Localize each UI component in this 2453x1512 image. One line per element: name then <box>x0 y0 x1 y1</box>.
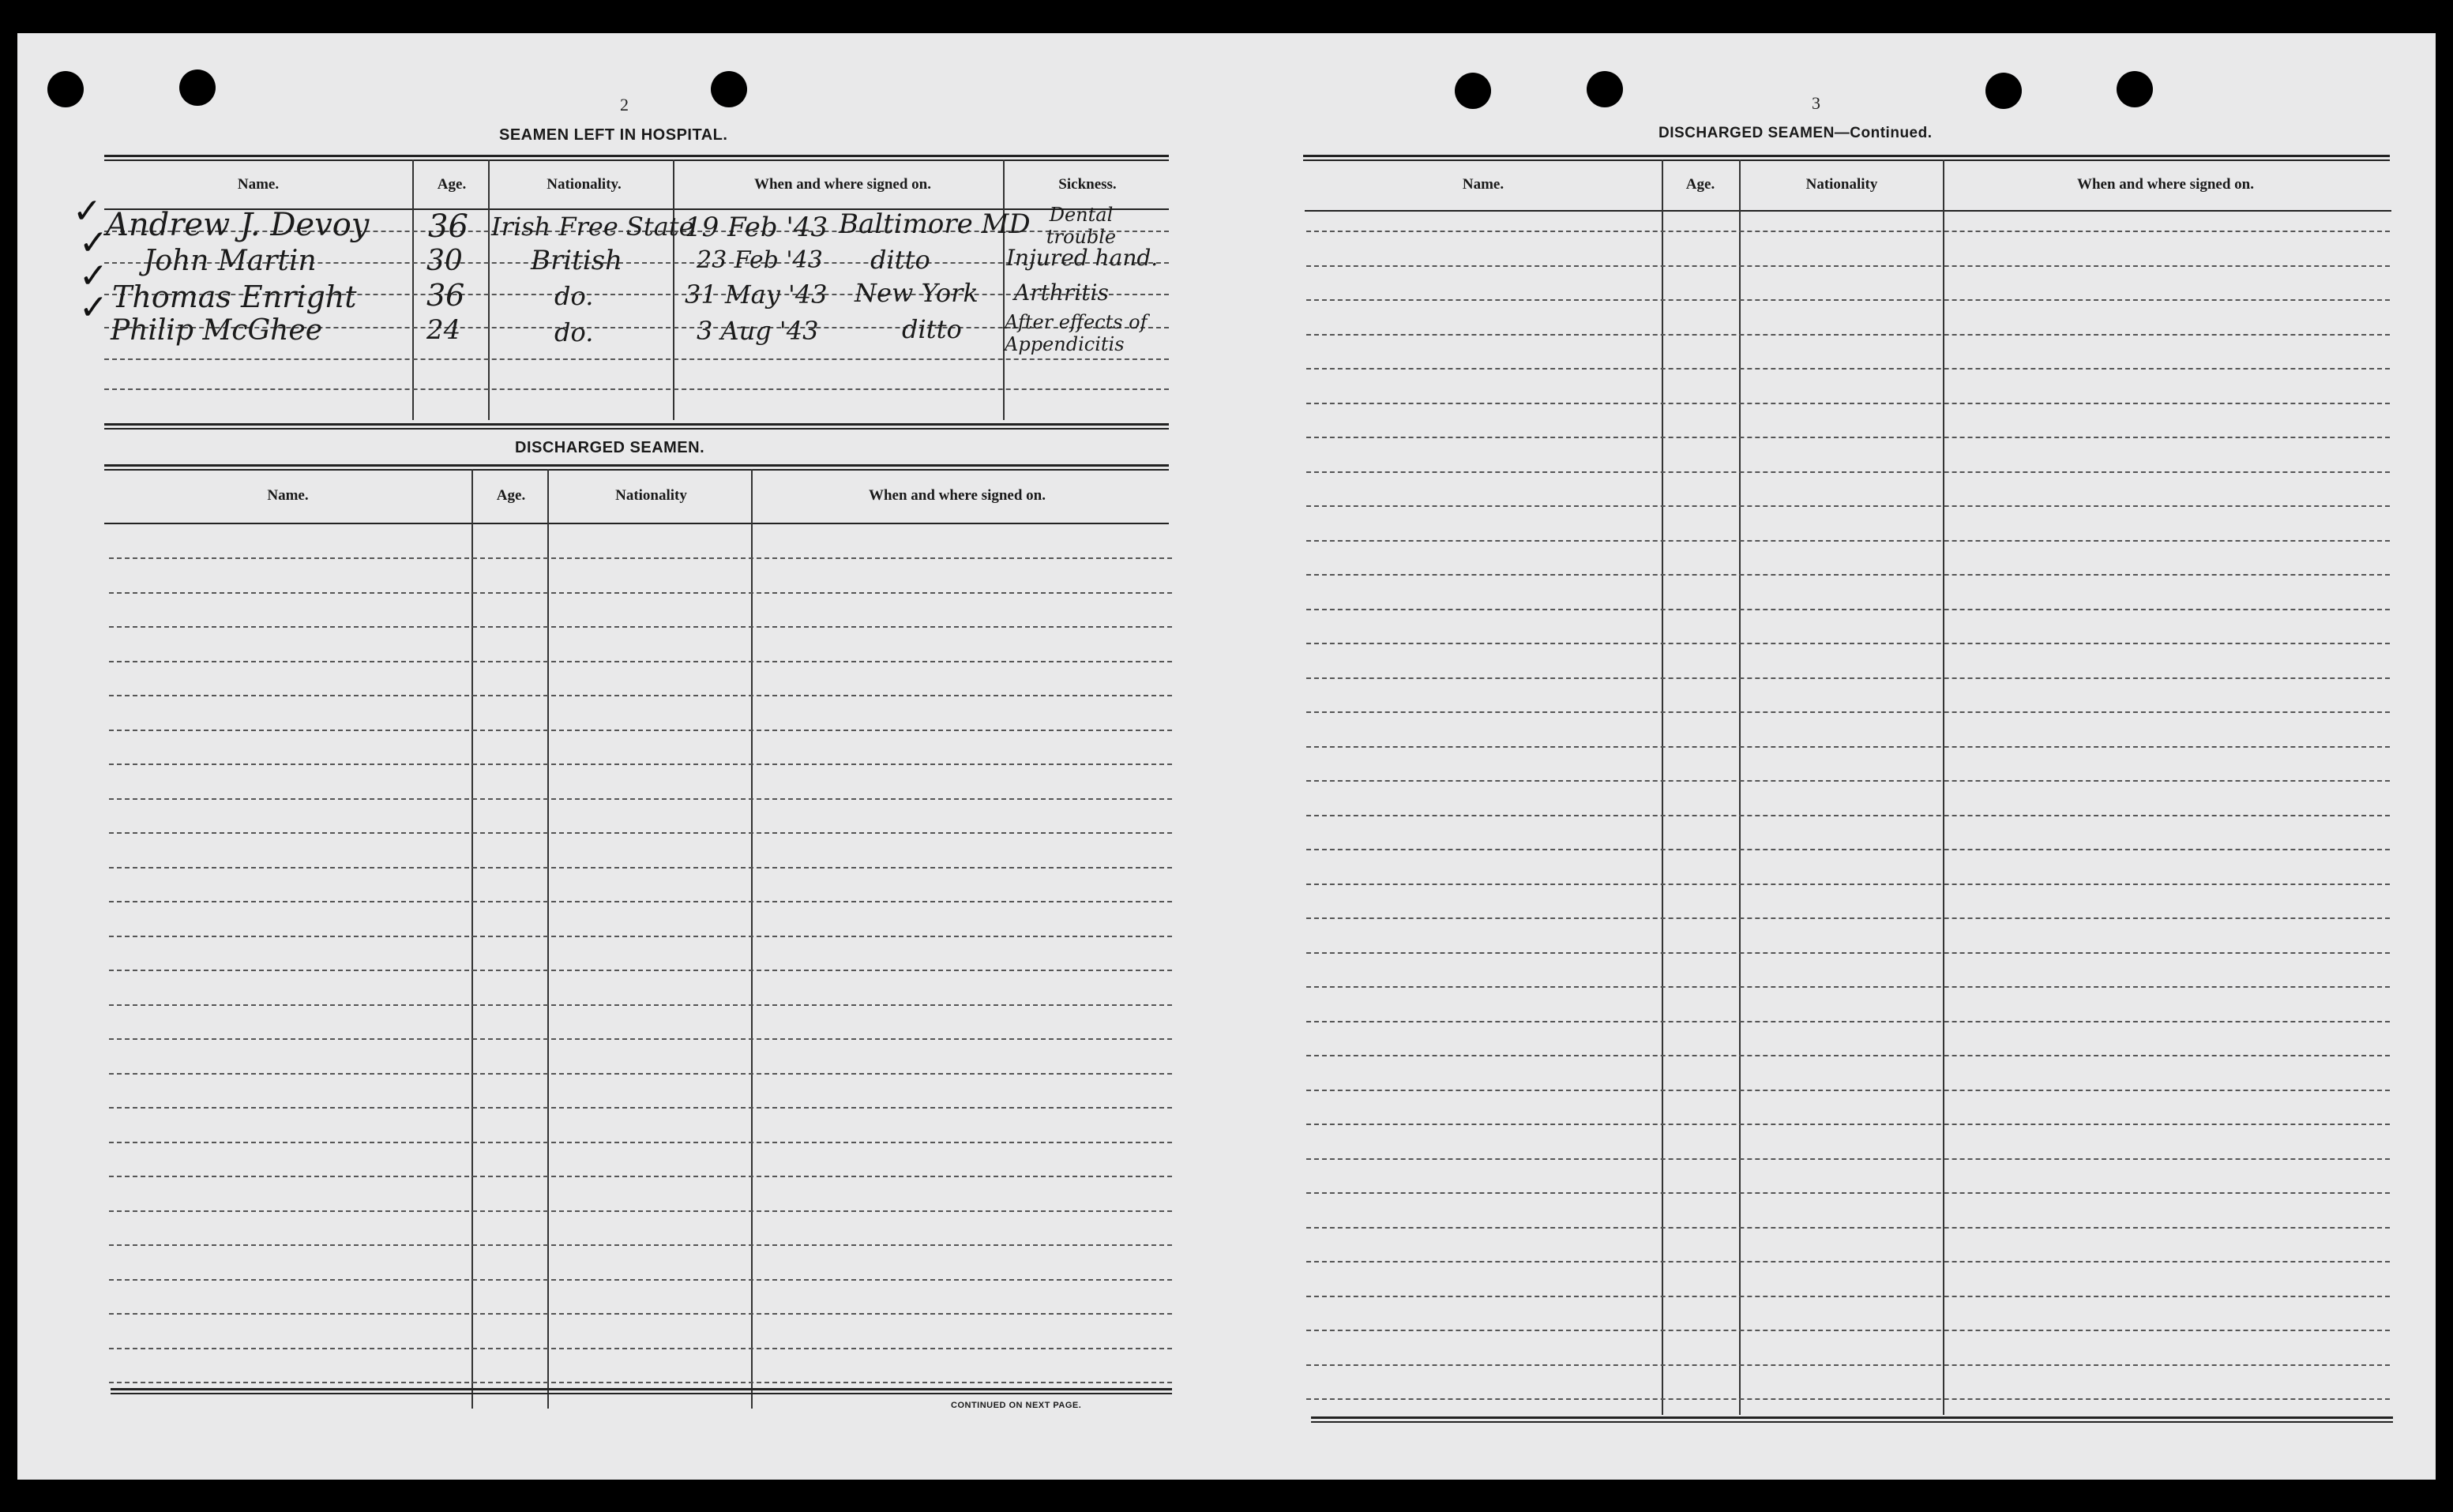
blank-row-rule <box>1306 403 2390 404</box>
column-divider <box>673 159 674 420</box>
table-rule <box>104 155 1169 157</box>
discharged-col-age: Age. <box>496 487 526 504</box>
punch-hole <box>711 71 747 107</box>
blank-row-rule <box>109 1107 1172 1109</box>
table-rule <box>104 159 1169 161</box>
check-mark-icon: ✓ <box>79 287 108 328</box>
table-rule <box>104 469 1169 471</box>
hospital-sickness: Dental trouble <box>1046 204 1117 248</box>
blank-row-rule <box>109 764 1172 765</box>
right-page <box>1234 33 2436 1480</box>
discharged-col-signed-on: When and where signed on. <box>868 487 1046 504</box>
punch-hole <box>1985 73 2022 109</box>
blank-row-rule <box>1306 884 2390 885</box>
continued-col-nationality: Nationality <box>1805 176 1878 193</box>
hospital-col-nationality: Nationality. <box>547 176 622 193</box>
hospital-col-signed-on: When and where signed on. <box>753 176 931 193</box>
blank-row-rule <box>109 867 1172 869</box>
blank-row-rule <box>109 1038 1172 1040</box>
column-divider <box>751 469 753 1409</box>
blank-row-rule <box>1306 1055 2390 1056</box>
blank-row-rule <box>1306 1158 2390 1160</box>
page-number: 2 <box>620 95 629 114</box>
hospital-age: 24 <box>426 314 461 346</box>
hospital-signed-date: 23 Feb '43 <box>697 246 823 274</box>
table-rule <box>111 1393 1172 1394</box>
continued-col-signed-on: When and where signed on. <box>2076 176 2254 193</box>
punch-hole <box>1455 73 1491 109</box>
blank-row-rule <box>1306 437 2390 438</box>
check-mark-icon: ✓ <box>79 223 108 263</box>
continued-note: CONTINUED ON NEXT PAGE. <box>951 1401 1082 1410</box>
hospital-section-title: SEAMEN LEFT IN HOSPITAL. <box>499 126 728 144</box>
table-rule <box>1303 155 2390 157</box>
blank-row-rule <box>109 832 1172 834</box>
blank-row-rule <box>109 798 1172 800</box>
column-divider <box>471 469 473 1409</box>
blank-row-rule <box>1306 1124 2390 1125</box>
blank-row-rule <box>109 1382 1172 1383</box>
blank-row-rule <box>109 936 1172 937</box>
hospital-sickness: Injured hand. <box>1006 245 1159 271</box>
blank-row-rule <box>1306 368 2390 370</box>
table-rule <box>1303 159 2390 161</box>
hospital-age: 30 <box>426 245 463 277</box>
hospital-signed-date: 19 Feb '43 <box>685 212 828 243</box>
row-rule <box>104 388 1169 390</box>
punch-hole <box>2117 71 2153 107</box>
column-divider <box>488 159 490 420</box>
blank-row-rule <box>1306 574 2390 576</box>
blank-row-rule <box>1306 334 2390 336</box>
continued-col-name: Name. <box>1462 176 1504 193</box>
blank-row-rule <box>1306 265 2390 267</box>
hospital-name: Andrew J. Devoy <box>106 207 370 243</box>
blank-row-rule <box>109 557 1172 559</box>
continued-col-age: Age. <box>1685 176 1715 193</box>
hospital-signed-place: New York <box>855 278 979 308</box>
hospital-name: Philip McGhee <box>111 314 323 347</box>
blank-row-rule <box>109 695 1172 696</box>
blank-row-rule <box>109 1348 1172 1349</box>
hospital-age: 36 <box>428 208 468 245</box>
blank-row-rule <box>109 1244 1172 1246</box>
blank-row-rule <box>1306 917 2390 919</box>
hospital-sickness: Arthritis <box>1014 280 1109 306</box>
table-rule <box>104 423 1169 426</box>
blank-row-rule <box>1306 952 2390 954</box>
blank-row-rule <box>1306 609 2390 610</box>
hospital-signed-place: Baltimore MD <box>839 208 1031 240</box>
hospital-sickness: After effects of Appendicitis <box>1005 311 1148 355</box>
column-divider <box>412 159 414 420</box>
hospital-name: John Martin <box>144 245 317 277</box>
blank-row-rule <box>1306 780 2390 782</box>
row-rule <box>104 358 1169 360</box>
hospital-signed-place: ditto <box>870 245 930 275</box>
table-rule <box>111 1388 1172 1390</box>
blank-row-rule <box>109 1073 1172 1075</box>
punch-hole <box>179 69 216 106</box>
blank-row-rule <box>1306 1021 2390 1022</box>
column-divider <box>1003 159 1005 420</box>
blank-row-rule <box>1306 505 2390 507</box>
blank-row-rule <box>1306 1261 2390 1263</box>
hospital-col-sickness: Sickness. <box>1058 176 1117 193</box>
blank-row-rule <box>109 1142 1172 1143</box>
hospital-nationality: do. <box>554 317 594 347</box>
table-rule <box>1305 210 2391 212</box>
page-number: 3 <box>1812 93 1820 113</box>
blank-row-rule <box>1306 677 2390 679</box>
blank-row-rule <box>1306 231 2390 232</box>
blank-row-rule <box>109 1004 1172 1006</box>
left-page <box>17 33 1234 1480</box>
blank-row-rule <box>109 592 1172 594</box>
blank-row-rule <box>1306 299 2390 301</box>
blank-row-rule <box>109 1279 1172 1281</box>
blank-row-rule <box>109 1176 1172 1177</box>
hospital-nationality: do. <box>554 281 594 311</box>
table-rule <box>104 428 1169 430</box>
blank-row-rule <box>1306 849 2390 850</box>
check-mark-icon: ✓ <box>73 191 102 231</box>
blank-row-rule <box>109 1210 1172 1212</box>
column-divider <box>547 469 549 1409</box>
punch-hole <box>1587 71 1623 107</box>
hospital-col-name: Name. <box>237 176 280 193</box>
table-rule <box>104 523 1169 524</box>
discharged-col-nationality: Nationality <box>615 487 687 504</box>
blank-row-rule <box>109 661 1172 662</box>
hospital-signed-date: 31 May '43 <box>685 280 828 310</box>
check-mark-icon: ✓ <box>79 256 108 296</box>
discharged-continued-title: DISCHARGED SEAMEN—Continued. <box>1658 125 1933 141</box>
blank-row-rule <box>1306 1227 2390 1229</box>
hospital-nationality: British <box>531 245 622 276</box>
table-rule <box>1311 1416 2393 1419</box>
discharged-col-name: Name. <box>267 487 309 504</box>
hospital-signed-place: ditto <box>902 314 962 344</box>
blank-row-rule <box>1306 986 2390 988</box>
blank-row-rule <box>1306 746 2390 748</box>
table-rule <box>1311 1421 2393 1423</box>
blank-row-rule <box>1306 540 2390 542</box>
blank-row-rule <box>109 1313 1172 1315</box>
blank-row-rule <box>1306 471 2390 473</box>
blank-row-rule <box>109 970 1172 971</box>
blank-row-rule <box>1306 711 2390 713</box>
blank-row-rule <box>1306 643 2390 644</box>
blank-row-rule <box>109 901 1172 902</box>
table-rule <box>104 464 1169 467</box>
blank-row-rule <box>1306 1296 2390 1297</box>
blank-row-rule <box>1306 1330 2390 1331</box>
blank-row-rule <box>1306 1192 2390 1194</box>
hospital-age: 36 <box>426 278 465 313</box>
blank-row-rule <box>1306 1398 2390 1400</box>
hospital-name: Thomas Enright <box>112 280 357 314</box>
blank-row-rule <box>1306 1364 2390 1366</box>
blank-row-rule <box>109 730 1172 731</box>
discharged-section-title: DISCHARGED SEAMEN. <box>515 439 705 456</box>
blank-row-rule <box>109 626 1172 628</box>
punch-hole <box>47 71 84 107</box>
blank-row-rule <box>1306 815 2390 816</box>
blank-row-rule <box>1306 1090 2390 1091</box>
hospital-col-age: Age. <box>437 176 467 193</box>
hospital-signed-date: 3 Aug '43 <box>697 316 819 346</box>
hospital-nationality: Irish Free State <box>491 212 694 242</box>
